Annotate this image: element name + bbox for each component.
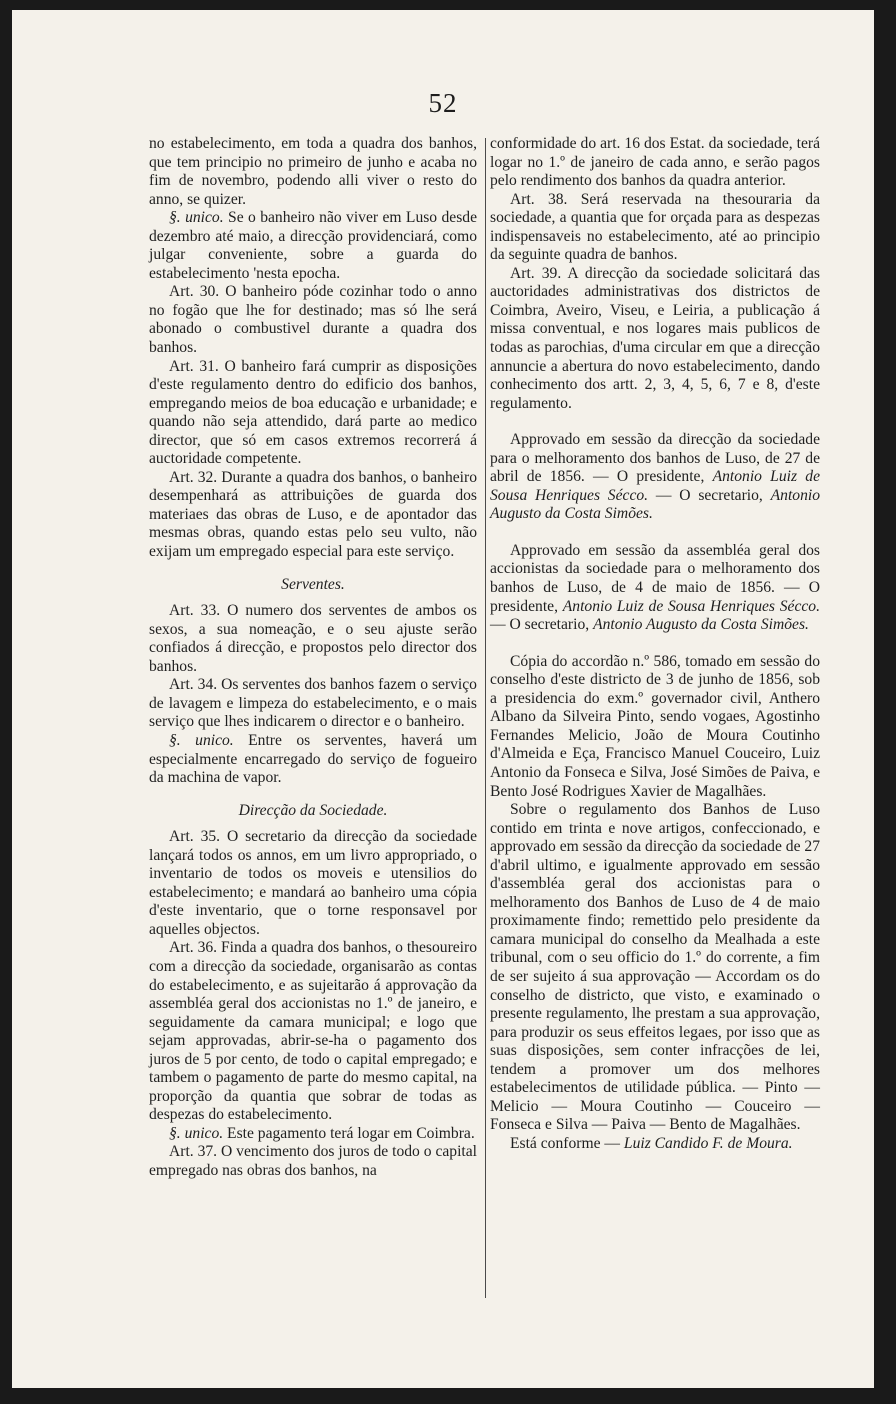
- article-33: [149, 602, 477, 676]
- conforme-text: Está conforme —: [510, 1134, 624, 1152]
- article-label: Art. 38.: [510, 190, 568, 208]
- article-label: Art. 34.: [169, 676, 218, 694]
- column-divider: [485, 138, 486, 1298]
- conforme-signature: Luiz Candido F. de Moura.: [623, 1134, 793, 1152]
- secretary-name: Antonio Augusto da Costa Simões.: [490, 486, 821, 523]
- article-label: Art. 31.: [169, 357, 219, 375]
- paragraph-continuation: no estabelecimento, em toda a quadra dos banhos, que tem principio no primeiro de junho e acaba no fim de novembro, podendo alli viver o resto do anno, se quizer.: [149, 135, 477, 208]
- section-text: Este pagamento terá logar em Coimbra.: [223, 1124, 475, 1142]
- document-page: [12, 10, 874, 1388]
- approval-mid: — O secretario,: [648, 486, 771, 504]
- article-34: [149, 676, 477, 732]
- article-label: Art. 30.: [169, 283, 220, 301]
- article-text: Durante a quadra dos banhos, o banheiro desempenhará as attribuições de guarda dos materiaes das obras de Luso, e de apontador das mesmas obras, quando estas pelo seu vulto, não exijam um empregado especial para este serviço.: [149, 468, 477, 561]
- article-text: O banheiro fará cumprir as disposições d'este regulamento dentro do edificio dos banhos, empregando meios de boa educação e urbanidade; e quando não seja attendido, dará parte ao medico director, que só em casos extremos recorrerá á auctoridade competente.: [149, 357, 477, 468]
- president-name: Antonio Luiz de Sousa Henriques Sécco.: [490, 468, 820, 504]
- conforme-line: [490, 1135, 820, 1154]
- section-label: §. unico.: [169, 731, 234, 749]
- section-heading-serventes: Serventes.: [281, 575, 345, 593]
- accordao-copy: Cópia do accordão n.º 586, tomado em sessão do conselho d'este districto de 3 de junho de 1856, sob a presidencia do exm.º governador civil, Anthero Albano da Silveira Pinto, sendo vogaes, Agostinho Fernandes Melicio, João de Moura Coutinho d'Almeida e Eça, Francisco Manuel Couceiro, Luiz Antonio da Fonseca e Silva, José Simões de Paiva, e Bento José Rodrigues Xavier de Magalhães.: [490, 652, 820, 800]
- article-text: Finda a quadra dos banhos, o thesoureiro com a direcção da sociedade, organisarão as contas do estabelecimento, e as sujeitarão á approvação da assembléa geral dos accionistas no 1.º de janeiro, e seguidamente da camara municipal; e logo que sejam approvadas, abrir-se-ha o pagamento dos juros de 5 por cento, de todo o capital empregado; e tambem o pagamento de parte do mesmo capital, na proporção da quantia que sobrar de todas as despezas do estabelecimento.: [149, 939, 478, 1124]
- article-label: Art. 32.: [169, 468, 218, 486]
- article-30: [149, 283, 477, 357]
- article-label: Art. 37.: [169, 1143, 218, 1161]
- section-heading-direccao: Direcção da Sociedade.: [238, 801, 388, 819]
- paragraph-unico-1: [149, 209, 477, 283]
- article-label: Art. 36.: [169, 939, 218, 957]
- paragraph-unico-36: [149, 1125, 477, 1144]
- article-label: Art. 33.: [169, 602, 221, 620]
- article-31: [149, 358, 477, 469]
- article-37: [149, 1143, 477, 1180]
- paragraph-unico-34: [149, 732, 477, 788]
- article-35: [149, 828, 477, 939]
- article-text: O banheiro póde cozinhar todo o anno no fogão que lhe for destinado; mas só lhe será abonado o combustivel durante a quadra dos banhos.: [149, 283, 477, 357]
- article-text: O vencimento dos juros de todo o capital empregado nas obras dos banhos, na: [149, 1143, 478, 1179]
- approval-direccao: [490, 431, 820, 524]
- article-text: Os serventes dos banhos fazem o serviço de lavagem e limpeza do estabelecimento, e o mais serviço que lhes indicarem o director e o banheiro.: [149, 676, 477, 731]
- accordao-body: Sobre o regulamento dos Banhos de Luso contido em trinta e nove artigos, confeccionado, e approvado em sessão da direcção da sociedade de 27 d'abril ultimo, e igualmente approvado em sessão d'assembléa geral dos accionistas para o melhoramento dos Banhos de Luso de 4 de maio proximamente findo; remettido pelo presidente da camara municipal do conselho da Mealhada a este tribunal, com o seu officio do 1.º do corrente, a fim de ser sujeito á sua approvação — Accordam os do conselho de districto, que visto, e examinado o presente regulamento, lhe prestam a sua approvação, para produzir os seus effeitos legaes, por isso que as suas disposições, sem conter infracções de lei, tendem a promover um dos melhores estabelecimentos de utilidade pública. — Pinto — Melicio — Moura Coutinho — Couceiro — Fonseca e Silva — Paiva — Bento de Magalhães.: [490, 801, 820, 1134]
- article-text: O secretario da direcção da sociedade lançará todos os annos, em um livro appropriado, o inventario de todos os moveis e utensilios do estabelecimento; e mandará ao banheiro uma cópia d'este inventario, que o torne responsavel por aquelles objectos.: [149, 828, 477, 938]
- approval-text: Approvado em sessão da assembléa geral dos accionistas da sociedade para o melhoramento dos banhos de Luso, de 4 de maio de 1856. — O presidente,: [490, 541, 820, 615]
- left-column: [149, 135, 477, 1181]
- article-label: Art. 35.: [169, 828, 221, 846]
- article-32: [149, 469, 477, 562]
- article-text: A direcção da sociedade solicitará das auctoridades administrativas dos districtos de Coimbra, Aveiro, Viseu, e Leiria, a publicação á missa conventual, e nos logares mais publicos de todas as parochias, d'uma circular em que a direcção annuncie a abertura do novo estabelecimento, dando conhecimento dos artt. 2, 3, 4, 5, 6, 7 e 8, d'este regulamento.: [490, 264, 820, 412]
- article-39: [490, 265, 820, 413]
- section-label: §. unico.: [169, 209, 224, 227]
- section-label: §. unico.: [169, 1124, 224, 1142]
- president-name: Antonio Luiz de Sousa Henriques Sécco.: [562, 597, 820, 615]
- article-label: Art. 39.: [510, 264, 562, 282]
- approval-assembleia: [490, 542, 820, 635]
- secretary-name: Antonio Augusto da Costa Simões.: [593, 616, 809, 634]
- paragraph-continuation: conformidade do art. 16 dos Estat. da sociedade, terá logar no 1.º de janeiro de cada anno, e serão pagos pelo rendimento dos banhos da quadra anterior.: [490, 135, 820, 190]
- approval-text: Approvado em sessão da direcção da sociedade para o melhoramento dos banhos de Luso, de 27 de abril de 1856. — O presidente,: [490, 431, 820, 486]
- article-38: [490, 191, 820, 265]
- article-text: O numero dos serventes de ambos os sexos, a sua nomeação, e o seu ajuste serão confiados á direcção, e propostos pelo director dos banhos.: [149, 602, 477, 675]
- article-text: Será reservada na thesouraria da sociedade, a quantia que for orçada para as despezas indispensaveis no estabelecimento, até ao principio da seguinte quadra de banhos.: [490, 190, 820, 264]
- approval-mid: — O secretario,: [490, 616, 594, 634]
- page-number: 52: [428, 88, 458, 118]
- right-column: [490, 135, 820, 1153]
- section-text: Entre os serventes, haverá um especialmente encarregado do serviço de fogueiro da machina de vapor.: [149, 731, 477, 787]
- section-text: Se o banheiro não viver em Luso desde dezembro até maio, a direcção providenciará, como julgar conveniente, sobre a guarda do estabelecimento 'nesta epocha.: [149, 209, 478, 282]
- article-36: [149, 939, 477, 1124]
